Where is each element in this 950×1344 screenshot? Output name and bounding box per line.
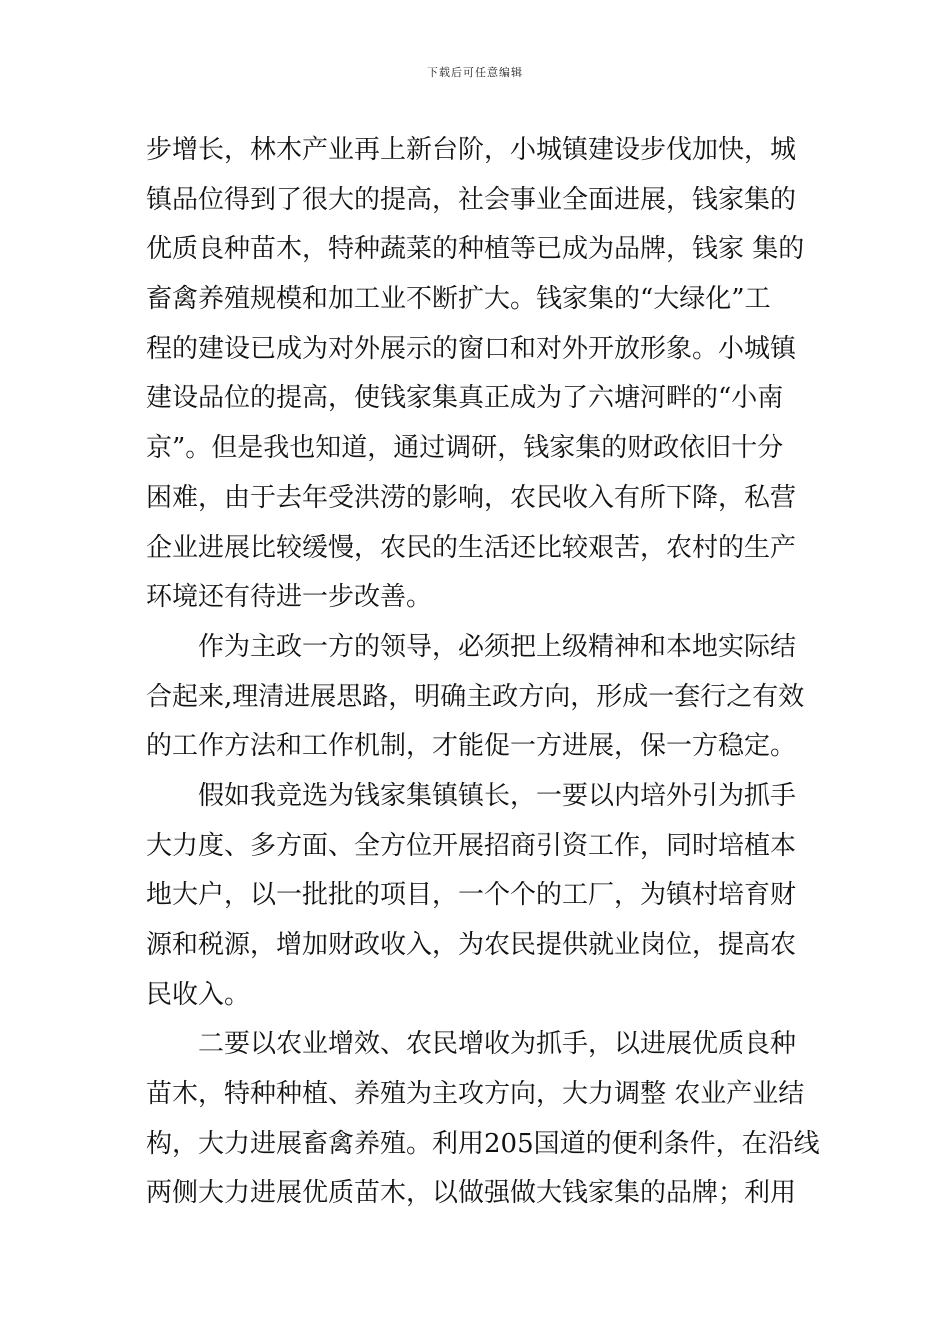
paragraph-line: 程的建设已成为对外展示的窗口和对外开放形象。小城镇 (146, 333, 797, 364)
paragraph-line: 畜禽养殖规模和加工业不断扩大。钱家集的“大绿化”工 (146, 284, 771, 315)
paragraph-line: 苗木，特种种植、养殖为主攻方向，大力调整 农业产业结 (146, 1079, 805, 1110)
paragraph-line: 大力度、多方面、全方位开展招商引资工作，同时培植本 (146, 830, 797, 861)
paragraph-line: 两侧大力进展优质苗木，以做强做大钱家集的品牌；利用 (146, 1178, 797, 1209)
paragraph-first-line: 二要以农业增效、农民增收为抓手，以进展优质良种 (198, 1029, 797, 1060)
header-note: 下载后可任意编辑 (427, 66, 523, 79)
paragraph-line: 合起来,理清进展思路，明确主政方向，形成一套行之有效 (146, 681, 805, 712)
body-text (146, 126, 820, 1219)
paragraph-line: 京”。但是我也知道，通过调研，钱家集的财政依旧十分 (146, 433, 784, 464)
paragraph-line: 源和税源，增加财政收入，为农民提供就业岗位，提高农 (146, 930, 797, 960)
paragraph-line: 企业进展比较缓慢，农民的生活还比较艰苦，农村的生产 (146, 532, 797, 563)
paragraph-line: 构，大力进展畜禽养殖。利用205国道的便利条件，在沿线 (146, 1128, 820, 1159)
paragraph-line: 困难，由于去年受洪涝的影响，农民收入有所下降，私营 (146, 482, 797, 513)
paragraph-line: 环境还有待进一步改善。 (146, 582, 433, 613)
paragraph-line: 地大户，以一批批的项目，一个个的工厂，为镇村培育财 (146, 880, 797, 911)
paragraph-line: 建设品位的提高，使钱家集真正成为了六塘河畔的“小南 (146, 383, 784, 414)
paragraph-first-line: 假如我竞选为钱家集镇镇长，一要以内培外引为抓手 (198, 780, 797, 811)
paragraph-first-line: 作为主政一方的领导，必须把上级精神和本地实际结 (198, 631, 797, 662)
paragraph-line: 镇品位得到了很大的提高，社会事业全面进展，钱家集的 (146, 184, 797, 215)
paragraph-line: 民收入。 (146, 979, 251, 1010)
paragraph-line: 的工作方法和工作机制，才能促一方进展，保一方稳定。 (146, 731, 797, 762)
paragraph-line: 步增长，林木产业再上新台阶，小城镇建设步伐加快，城 (146, 135, 797, 165)
paragraph-line: 优质良种苗木，特种蔬菜的种植等已成为品牌，钱家 集的 (146, 234, 805, 265)
